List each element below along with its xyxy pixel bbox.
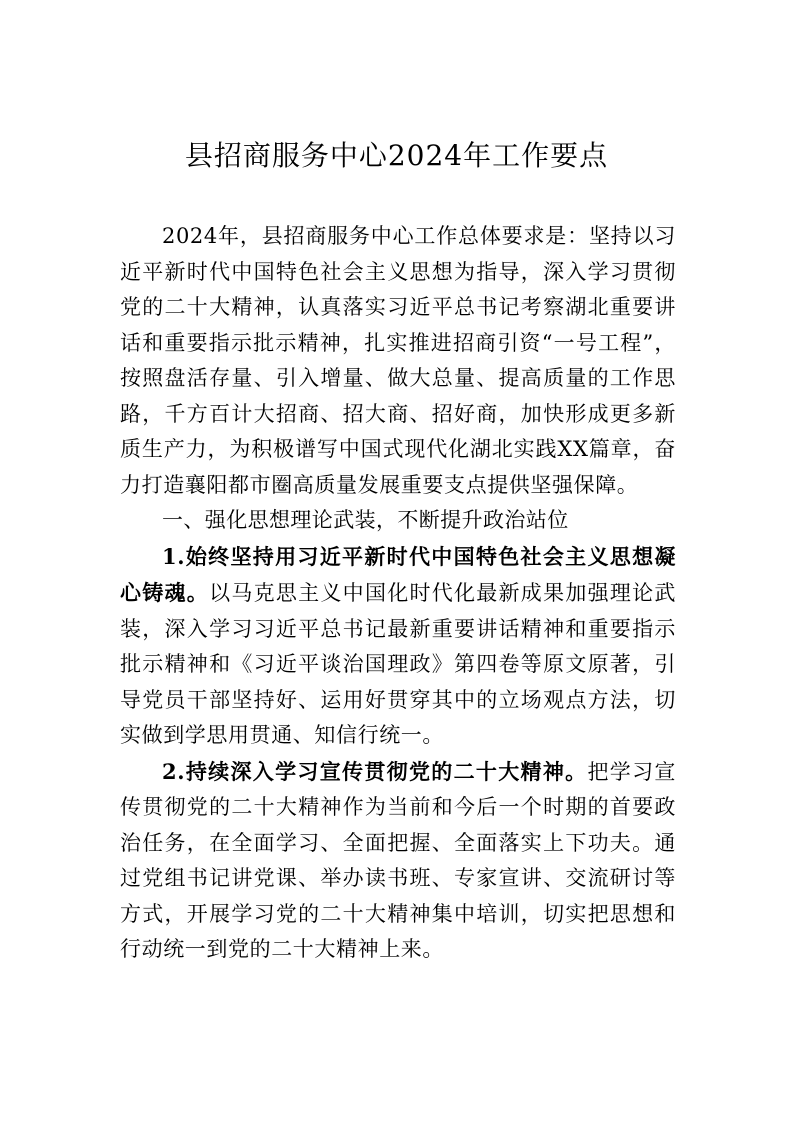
item-1-lead: 1.始终坚持用习近平新时代中国特色社会主义思想凝心铸魂。 [120, 543, 676, 605]
section-1-heading: 一、强化思想理论武装，不断提升政治站位 [162, 508, 569, 532]
item-2-lead: 2.持续深入学习宣传贯彻党的二十大精神。 [162, 758, 588, 784]
document-title: 县招商服务中心2024年工作要点 [184, 139, 609, 172]
item-1-paragraph [120, 539, 676, 754]
item-2-text: 把学习宣传贯彻党的二十大精神作为当前和今后一个时期的首要政治任务，在全面学习、全面把握、全面落实上下功夫。通过党组书记讲党课、举办读书班、专家宣讲、交流研讨等方式，开展学习党的二十大精神集中培训，切实把思想和行动统一到党的二十大精神上来。 [120, 759, 677, 961]
intro-paragraph: 2024年，县招商服务中心工作总体要求是：坚持以习近平新时代中国特色社会主义思想为指导，深入学习贯彻党的二十大精神，认真落实习近平总书记考察湖北重要讲话和重要指示批示精神，扎实推进招商引资“一号工程”，按照盘活存量、引入增量、做大总量、提高质量的工作思路，千方百计大招商、招大商、招好商，加快形成更多新质生产力，为积极谱写中国式现代化湖北实践XX篇章，奋力打造襄阳都市圈高质量发展重要支点提供坚强保障。 [120, 224, 676, 497]
item-1-text: 以马克思主义中国化时代化最新成果加强理论武装，深入学习习近平总书记最新重要讲话精神和重要指示批示精神和《习近平谈治国理政》第四卷等原文原著，引导党员干部坚持好、运用好贯穿其中的立场观点方法，切实做到学思用贯通、知信行统一。 [120, 581, 676, 747]
item-2-paragraph [120, 754, 676, 968]
document-body [120, 219, 676, 968]
